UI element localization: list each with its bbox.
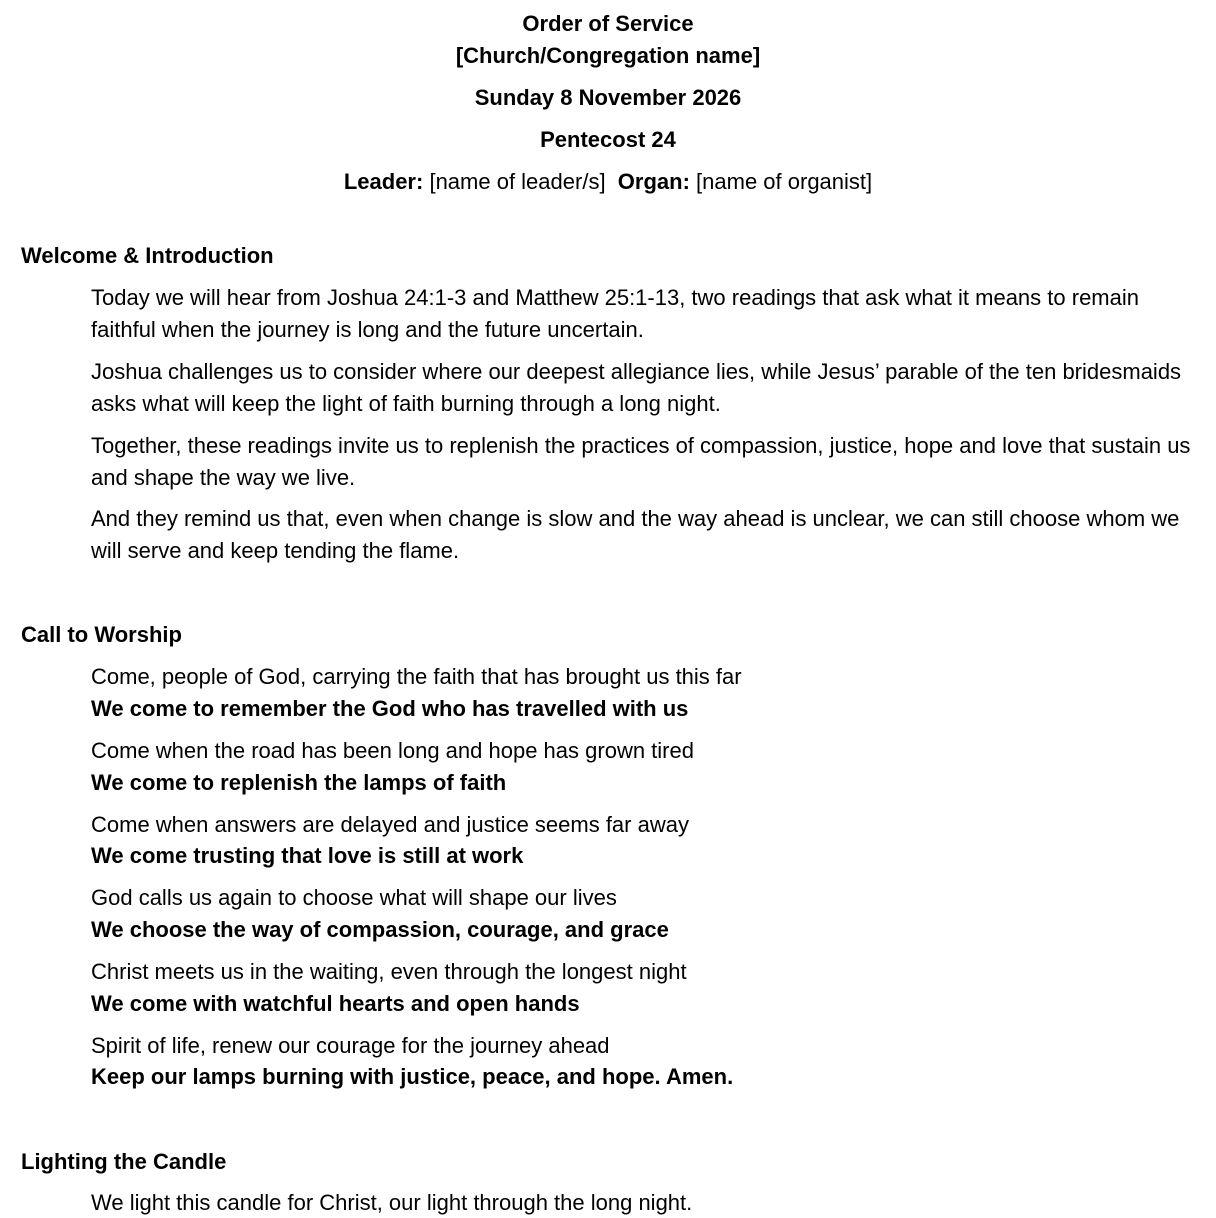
organ-label: Organ:	[617, 169, 690, 194]
liturgical-occasion: Pentecost 24	[540, 127, 676, 152]
people-response: We come to replenish the lamps of faith	[91, 770, 507, 795]
people-response: We come to remember the God who has travelled with us	[91, 696, 689, 721]
candle-line: We light this candle for Christ, our light through the long night.	[91, 1190, 693, 1215]
welcome-paragraph: Today we will hear from Joshua 24:1-3 and Matthew 25:1-13, two readings that ask what it means to remain faithful when the journey is long and the future uncertain.	[91, 285, 1139, 342]
leader-line: God calls us again to choose what will shape our lives	[91, 885, 617, 910]
welcome-paragraph: And they remind us that, even when change is slow and the way ahead is unclear, we can still choose whom we will serve and keep tending the flame.	[91, 506, 1180, 563]
leader-line: Christ meets us in the waiting, even through the longest night	[91, 959, 687, 984]
welcome-heading: Welcome & Introduction	[21, 243, 274, 268]
church-name: [Church/Congregation name]	[455, 43, 761, 68]
leader-label: Leader:	[343, 169, 424, 194]
service-date: Sunday 8 November 2026	[474, 85, 742, 110]
people-response: We come with watchful hearts and open hands	[91, 991, 580, 1016]
leader-line: Come, people of God, carrying the faith that has brought us this far	[91, 664, 742, 689]
people-response: We come trusting that love is still at work	[91, 843, 524, 868]
leader-line: Come when answers are delayed and justice seems far away	[91, 812, 689, 837]
leader-line: Come when the road has been long and hope has grown tired	[91, 738, 694, 763]
service-title: Order of Service	[522, 11, 694, 36]
call-to-worship-heading: Call to Worship	[21, 622, 182, 647]
organ-value: [name of organist]	[696, 169, 873, 194]
people-response: Keep our lamps burning with justice, peace, and hope. Amen.	[91, 1064, 734, 1089]
people-response: We choose the way of compassion, courage, and grace	[91, 917, 669, 942]
welcome-paragraph: Together, these readings invite us to replenish the practices of compassion, justice, hope and love that sustain us and shape the way we live.	[91, 433, 1191, 490]
leader-value: [name of leader/s]	[429, 169, 606, 194]
welcome-paragraph: Joshua challenges us to consider where our deepest allegiance lies, while Jesus’ parable of the ten bridesmaids asks what will keep the light of faith burning through a long night.	[91, 359, 1182, 416]
leader-line: Spirit of life, renew our courage for the journey ahead	[91, 1033, 610, 1058]
personnel-line	[0, 167, 1216, 197]
lighting-candle-heading: Lighting the Candle	[21, 1149, 227, 1174]
